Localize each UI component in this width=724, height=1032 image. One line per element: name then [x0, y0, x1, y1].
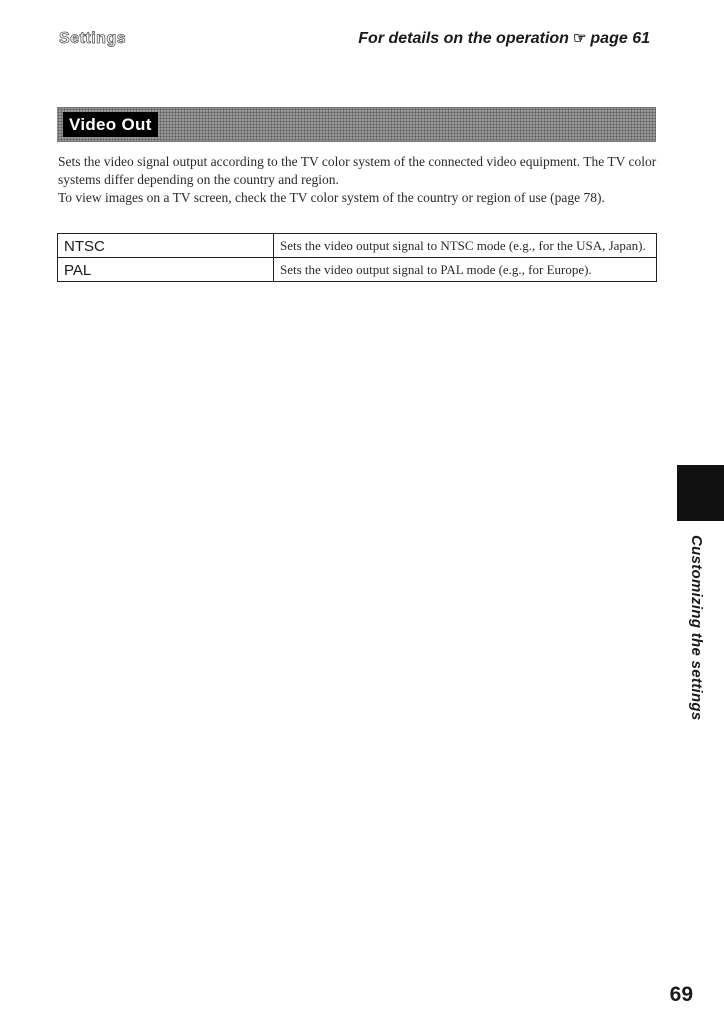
- option-name-pal: PAL: [58, 258, 274, 282]
- header-reference: [358, 30, 650, 48]
- pointing-hand-icon: ☞: [572, 30, 587, 47]
- intro-paragraph-1: Sets the video signal output according to the TV color system of the connected video equipment. The TV color systems differ depending on the country and region.: [58, 154, 657, 187]
- option-description-pal: Sets the video output signal to PAL mode (e.g., for Europe).: [274, 258, 657, 282]
- header-section-title: Settings: [59, 30, 127, 47]
- table-row: [58, 234, 657, 258]
- section-title: Video Out: [63, 112, 158, 137]
- option-description-ntsc: Sets the video output signal to NTSC mode (e.g., for the USA, Japan).: [274, 234, 657, 258]
- chapter-tab-label: Customizing the settings: [688, 535, 705, 721]
- intro-text: [58, 153, 658, 207]
- header-reference-text: For details on the operation: [358, 30, 569, 47]
- table-row: [58, 258, 657, 282]
- page-number: 69: [669, 983, 693, 1006]
- intro-paragraph-2: To view images on a TV screen, check the TV color system of the country or region of use (page 78).: [58, 190, 605, 205]
- chapter-tab-marker: [677, 465, 724, 521]
- header-reference-page: page 61: [590, 30, 650, 47]
- section-banner: [57, 107, 656, 142]
- options-table: [57, 233, 657, 282]
- option-name-ntsc: NTSC: [58, 234, 274, 258]
